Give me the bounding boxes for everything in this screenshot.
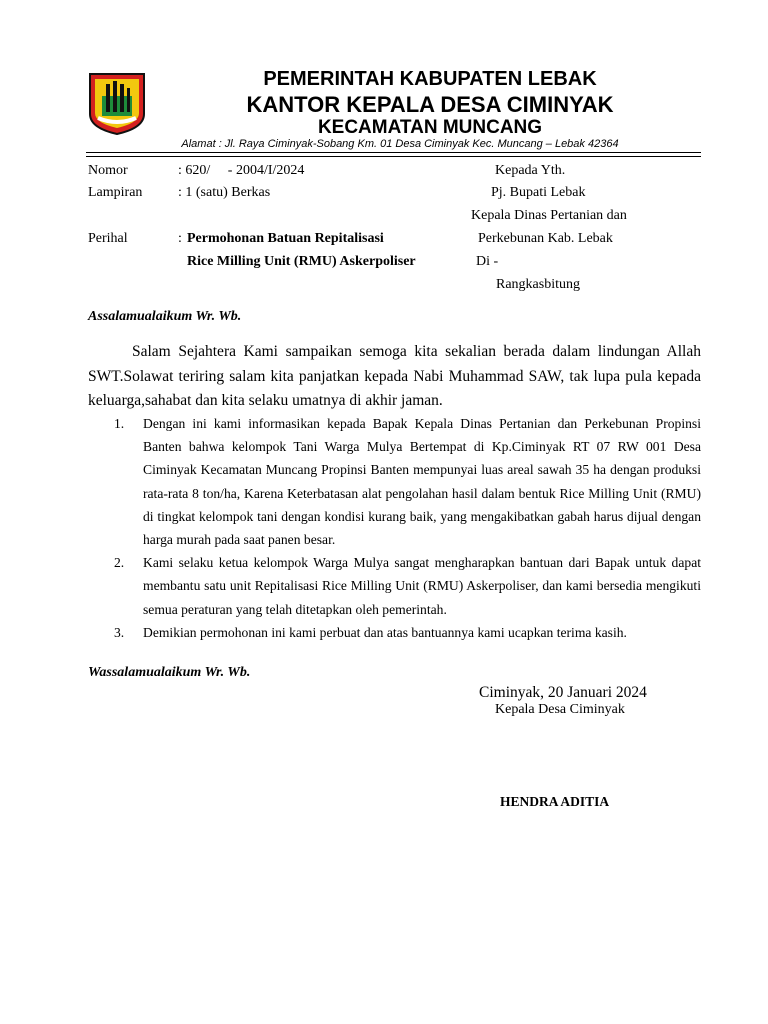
signature-place-date: Ciminyak, 20 Januari 2024 [479,684,647,701]
list-item-number: 1. [114,416,125,431]
request-list [88,412,701,644]
recipient-line3: Kepala Dinas Pertanian dan [471,208,627,223]
lebak-regency-emblem-icon [86,68,148,136]
list-item-text: Dengan ini kami informasikan kepada Bapak Kepala Dinas Pertanian dan Perkebunan Propinsi Banten bahwa kelompok Tani Warga Mulya Bertempat di Kp.Ciminyak RT 07 RW 001 Desa Ciminyak Kecamatan Muncang Propinsi Banten mempunyai luas areal sawah 35 ha dengan produksi rata-rata 8 ton/ha, Karena Keterbatasan alat pengolahan hasil dalam bentuk Rice Milling Unit (RMU) di tingkat kelompok tani dengan kondisi kurang baik, yang mengakibatkan gabah harus dijual dengan harga murah pada saat panen besar. [143,416,701,548]
list-item-text: Kami selaku ketua kelompok Warga Mulya sangat mengharapkan bantuan dari Bapak untuk dapat membantu satu unit Repitalisasi Rice Milling Unit (RMU) Askerpoliser, dan kami bersedia mengikuti semua peraturan yang telah ditetapkan oleh pemerintah. [143,555,701,617]
perihal-subject-line1: Permohonan Batuan Repitalisasi [187,231,384,246]
perihal-subject-line2: Rice Milling Unit (RMU) Askerpoliser [187,254,416,269]
letterhead-rule-thin [86,156,701,157]
nomor-label: Nomor [88,163,128,178]
recipient-line1: Kepada Yth. [495,163,566,178]
list-item [88,551,701,621]
perihal-label: Perihal [88,231,128,246]
recipient-line6: Rangkasbitung [496,277,580,292]
lampiran-label: Lampiran [88,185,143,200]
perihal-colon: : [178,231,182,246]
letterhead-rule-thick [86,152,701,153]
recipient-line2: Pj. Bupati Lebak [491,185,586,200]
opening-greeting: Assalamualaikum Wr. Wb. [88,309,242,324]
list-item [88,621,701,644]
letterhead-government: PEMERINTAH KABUPATEN LEBAK [263,68,597,90]
recipient-line4: Perkebunan Kab. Lebak [478,231,613,246]
list-item-number: 2. [114,555,125,571]
intro-paragraph [88,340,701,414]
intro-text: Salam Sejahtera Kami sampaikan semoga kita sekalian berada dalam lindungan Allah SWT.Solawat teriring salam kita panjatkan kepada Nabi Muhammad SAW, tak lupa pula kepada keluarga,sahabat dan kita selaku umatnya di akhir jaman. [88,343,701,409]
nomor-value: : 620/ - 2004/I/2024 [178,163,305,178]
list-item-number: 3. [114,624,125,640]
signature-title: Kepala Desa Ciminyak [495,702,625,717]
list-item-text: Demikian permohonan ini kami perbuat dan atas bantuannya kami ucapkan terima kasih. [143,624,627,640]
list-item [88,412,701,551]
closing-greeting: Wassalamualaikum Wr. Wb. [88,665,251,680]
lampiran-value: : 1 (satu) Berkas [178,185,271,200]
letterhead-district: KECAMATAN MUNCANG [317,117,543,138]
letterhead-address: Alamat : Jl. Raya Ciminyak-Sobang Km. 01 Desa Ciminyak Kec. Muncang – Lebak 42364 [181,138,619,150]
recipient-line5: Di - [476,254,499,269]
signatory-name: HENDRA ADITIA [500,794,610,809]
letterhead-office: KANTOR KEPALA DESA CIMINYAK [246,92,614,117]
